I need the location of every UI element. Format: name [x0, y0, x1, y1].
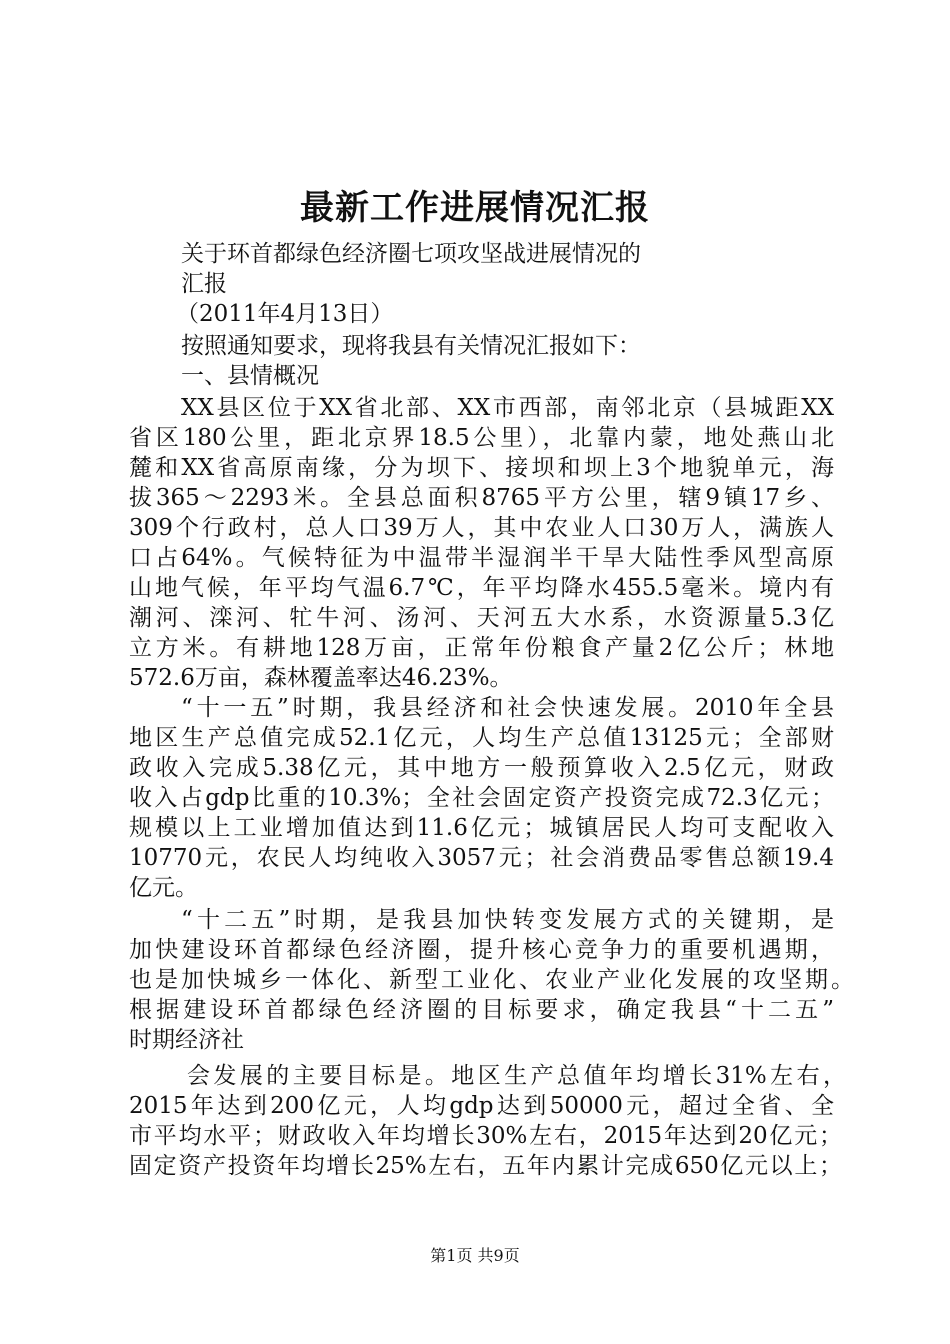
- para2-line: “十一五”时期，我县经济和社会快速发展。2010年全县: [181, 695, 834, 721]
- date-line: （2011年4月13日）: [176, 301, 394, 327]
- para2-line: 地区生产总值完成52.1亿元，人均生产总值13125元；全部财: [129, 725, 834, 751]
- document-title: 最新工作进展情况汇报: [300, 188, 650, 228]
- para2-line: 规模以上工业增加值达到11.6亿元；城镇居民人均可支配收入: [129, 815, 834, 841]
- para3-line: 加快建设环首都绿色经济圈，提升核心竞争力的重要机遇期，: [129, 937, 834, 963]
- para3-line: 时期经济社: [129, 1027, 244, 1053]
- para1-line: 572.6万亩，森林覆盖率达46.23%。: [129, 665, 513, 691]
- para3-line: “十二五”时期，是我县加快转变发展方式的关键期，是: [181, 907, 834, 933]
- para1-line: 山地气候，年平均气温6.7℃，年平均降水455.5毫米。境内有: [129, 575, 834, 601]
- para4-line: 固定资产投资年均增长25%左右，五年内累计完成650亿元以上；: [129, 1153, 842, 1179]
- para2-line: 10770元，农民人均纯收入3057元；社会消费品零售总额19.4: [129, 845, 834, 871]
- para1-line: 309个行政村，总人口39万人，其中农业人口30万人，满族人: [129, 515, 834, 541]
- para1-line: 拔365～2293米。全县总面积8765平方公里，辖9镇17乡、: [129, 485, 834, 511]
- para4-line: 会发展的主要目标是。地区生产总值年均增长31%左右，: [187, 1063, 846, 1089]
- para1-line: XX县区位于XX省北部、XX市西部，南邻北京（县城距XX: [181, 395, 834, 421]
- subtitle-line-1: 关于环首都绿色经济圈七项攻坚战进展情况的: [181, 241, 641, 267]
- para1-line: 省区180公里，距北京界18.5公里），北靠内蒙，地处燕山北: [129, 425, 834, 451]
- page-footer: 第1页 共9页: [430, 1246, 520, 1265]
- para2-line: 收入占gdp比重的10.3%；全社会固定资产投资完成72.3亿元；: [129, 785, 834, 811]
- para4-line: 市平均水平；财政收入年均增长30%左右，2015年达到20亿元；: [129, 1123, 842, 1149]
- para1-line: 麓和XX省高原南缘，分为坝下、接坝和坝上3个地貌单元，海: [129, 455, 834, 481]
- para2-line: 政收入完成5.38亿元，其中地方一般预算收入2.5亿元，财政: [129, 755, 834, 781]
- para1-line: 立方米。有耕地128万亩，正常年份粮食产量2亿公斤；林地: [129, 635, 834, 661]
- para3-line: 根据建设环首都绿色经济圈的目标要求，确定我县“十二五”: [129, 997, 834, 1023]
- para1-line: 口占64%。气候特征为中温带半湿润半干旱大陆性季风型高原: [129, 545, 834, 571]
- para3-line: 也是加快城乡一体化、新型工业化、农业产业化发展的攻坚期。: [129, 967, 854, 993]
- intro-line: 按照通知要求，现将我县有关情况汇报如下：: [181, 333, 641, 359]
- para2-line: 亿元。: [129, 875, 198, 901]
- section-heading: 一、县情概况: [181, 363, 319, 389]
- para1-line: 潮河、滦河、牤牛河、汤河、天河五大水系，水资源量5.3亿: [129, 605, 834, 631]
- subtitle-line-2: 汇报: [181, 271, 227, 297]
- para4-line: 2015年达到200亿元，人均gdp达到50000元，超过全省、全: [129, 1093, 834, 1119]
